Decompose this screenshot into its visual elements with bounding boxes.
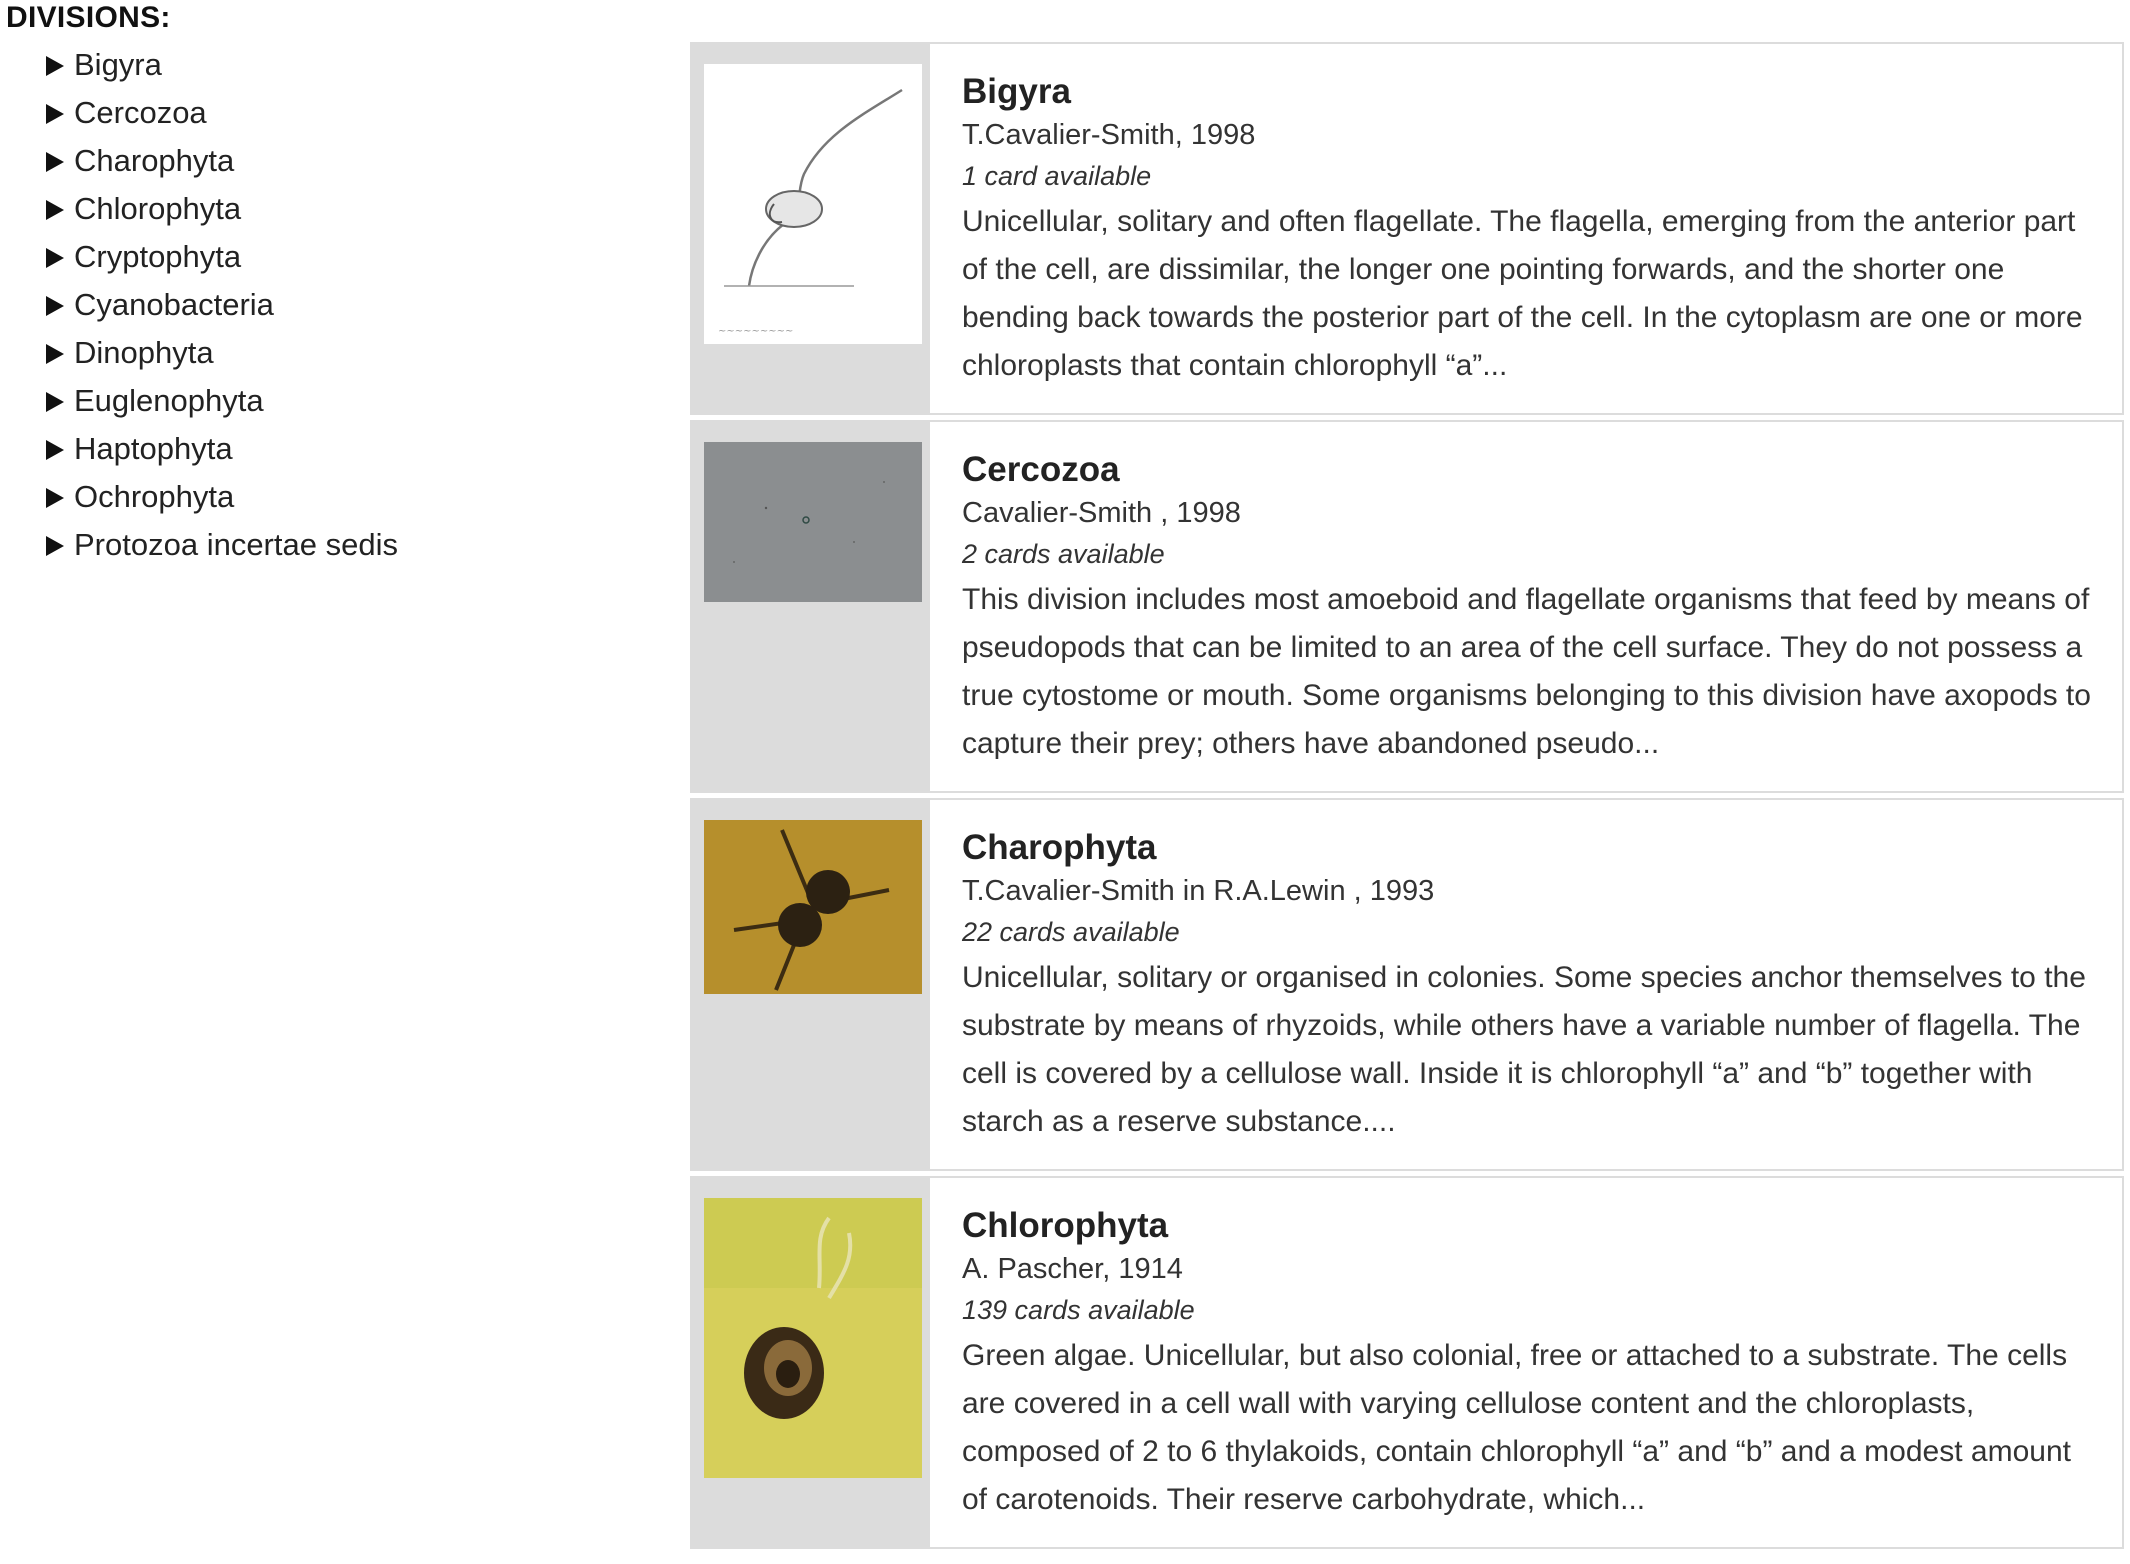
expand-triangle-icon	[46, 536, 64, 556]
flagellate-drawing-image	[704, 64, 922, 344]
expand-triangle-icon	[46, 344, 64, 364]
card-count: 139 cards available	[962, 1295, 1195, 1325]
expand-triangle-icon	[46, 248, 64, 268]
expand-triangle-icon	[46, 56, 64, 76]
division-item-ochrophyta[interactable]	[46, 477, 398, 525]
card-thumbnail-cercozoa[interactable]	[704, 442, 922, 602]
card-author: A. Pascher, 1914	[962, 1253, 1183, 1285]
division-item-cyanobacteria[interactable]	[46, 285, 398, 333]
card-thumbnail-column	[692, 422, 930, 791]
card-description: Unicellular, solitary or organised in colonies. Some species anchor themselves to the substrate by means of rhyzoids, while others have a variable number of flagella. The cell is covered by a cellulose wall. Inside it is chlorophyll “a” and “b” together with starch as a reserve substance....	[962, 961, 2086, 1138]
division-card-chlorophyta[interactable]	[690, 1176, 2124, 1549]
division-item-dinophyta[interactable]	[46, 333, 398, 381]
green-alga-micrograph-image	[704, 1198, 922, 1478]
card-thumbnail-column	[692, 1178, 930, 1547]
division-label: Cercozoa	[74, 95, 207, 130]
division-label: Bigyra	[74, 47, 162, 82]
card-author: T.Cavalier-Smith in R.A.Lewin , 1993	[962, 875, 1435, 907]
card-count: 22 cards available	[962, 917, 1180, 947]
division-item-haptophyta[interactable]	[46, 429, 398, 477]
division-item-chlorophyta[interactable]	[46, 189, 398, 237]
card-body	[962, 1204, 2104, 1524]
expand-triangle-icon	[46, 440, 64, 460]
card-title[interactable]: Charophyta	[962, 828, 1157, 867]
card-body	[962, 448, 2104, 768]
card-count: 2 cards available	[962, 539, 1165, 569]
division-item-bigyra[interactable]	[46, 45, 398, 93]
card-count: 1 card available	[962, 161, 1152, 191]
desmid-micrograph-image	[704, 820, 922, 994]
division-label: Protozoa incertae sedis	[74, 527, 398, 562]
division-label: Dinophyta	[74, 335, 214, 370]
card-thumbnail-charophyta[interactable]	[704, 820, 922, 994]
card-description: Green algae. Unicellular, but also colonial, free or attached to a substrate. The cells are covered in a cell wall with varying cellulose content and the chloroplasts, composed of 2 to 6 thylakoids, contain chlorophyll “a” and “b” and a modest amount of carotenoids. Their reserve carbohydrate, which...	[962, 1339, 2071, 1516]
division-label: Charophyta	[74, 143, 235, 178]
expand-triangle-icon	[46, 152, 64, 172]
divisions-heading: DIVISIONS:	[6, 1, 171, 34]
expand-triangle-icon	[46, 200, 64, 220]
card-title[interactable]: Chlorophyta	[962, 1206, 1169, 1245]
division-item-cercozoa[interactable]	[46, 93, 398, 141]
division-label: Ochrophyta	[74, 479, 235, 514]
division-item-cryptophyta[interactable]	[46, 237, 398, 285]
svg-text:~~~~~~~~~: ~~~~~~~~~	[718, 326, 794, 337]
divisions-list	[46, 45, 398, 573]
card-thumbnail-chlorophyta[interactable]	[704, 1198, 922, 1478]
grey-micrograph-image	[704, 442, 922, 602]
card-title[interactable]: Cercozoa	[962, 450, 1120, 489]
division-label: Chlorophyta	[74, 191, 242, 226]
expand-triangle-icon	[46, 296, 64, 316]
division-item-protozoa-incertae-sedis[interactable]	[46, 525, 398, 573]
division-label: Euglenophyta	[74, 383, 264, 418]
division-label: Cyanobacteria	[74, 287, 274, 322]
expand-triangle-icon	[46, 488, 64, 508]
card-description: This division includes most amoeboid and flagellate organisms that feed by means of pseudopods that can be limited to an area of the cell surface. They do not possess a true cytostome or mouth. Some organisms belonging to this division have axopods to capture their prey; others have abandoned pseudo...	[962, 583, 2091, 760]
card-author: Cavalier-Smith , 1998	[962, 497, 1241, 529]
card-thumbnail-column	[692, 800, 930, 1169]
card-title[interactable]: Bigyra	[962, 72, 1071, 111]
card-thumbnail-bigyra[interactable]	[704, 64, 922, 344]
card-thumbnail-column	[692, 44, 930, 413]
card-author: T.Cavalier-Smith, 1998	[962, 119, 1256, 151]
division-card-charophyta[interactable]	[690, 798, 2124, 1171]
card-description: Unicellular, solitary and often flagellate. The flagella, emerging from the anterior part of the cell, are dissimilar, the longer one pointing forwards, and the shorter one bending back towards the posterior part of the cell. In the cytoplasm are one or more chloroplasts that contain chlorophyll “a”...	[962, 205, 2083, 382]
division-item-charophyta[interactable]	[46, 141, 398, 189]
division-card-cercozoa[interactable]	[690, 420, 2124, 793]
division-card-bigyra[interactable]	[690, 42, 2124, 415]
expand-triangle-icon	[46, 104, 64, 124]
expand-triangle-icon	[46, 392, 64, 412]
division-label: Cryptophyta	[74, 239, 242, 274]
card-body	[962, 826, 2104, 1146]
division-label: Haptophyta	[74, 431, 233, 466]
card-body	[962, 70, 2104, 390]
division-item-euglenophyta[interactable]	[46, 381, 398, 429]
